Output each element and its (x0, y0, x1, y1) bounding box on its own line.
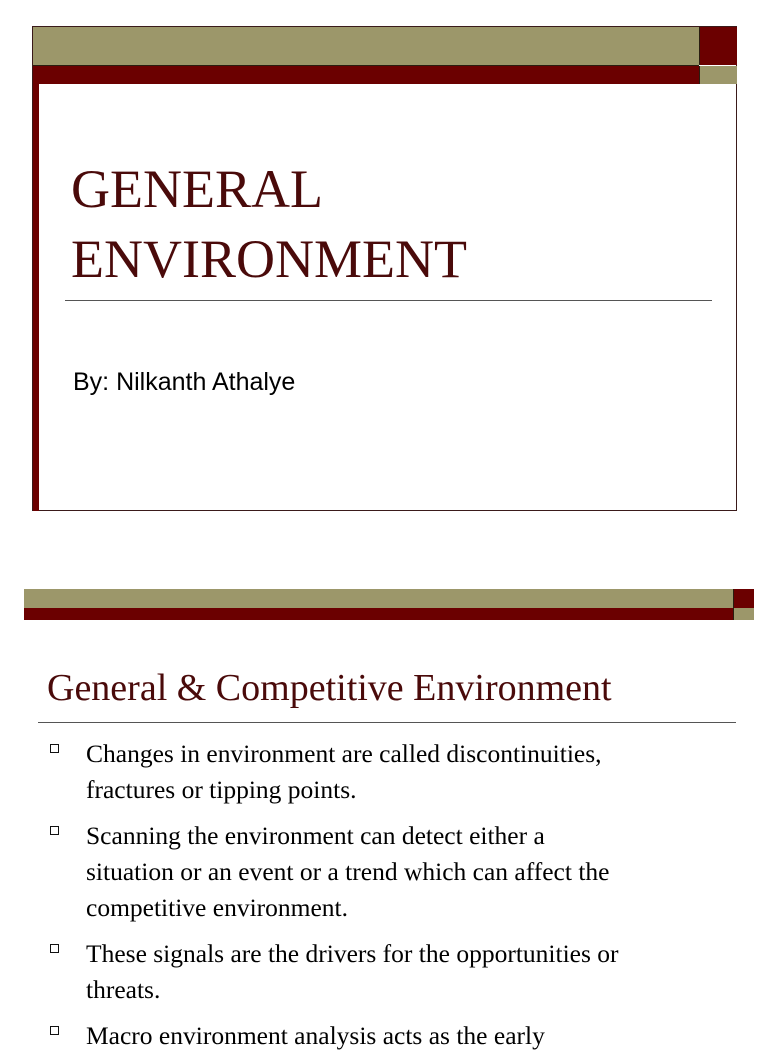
slide2-corner-square-olive (733, 608, 754, 620)
list-item (48, 936, 738, 1008)
list-item-line: fractures or tipping points. (86, 775, 357, 804)
list-item-text (86, 936, 738, 1008)
slide-title-line-2: ENVIRONMENT (71, 229, 467, 289)
left-accent-bar (33, 84, 39, 511)
list-item (48, 1018, 738, 1054)
bullet-list (48, 736, 738, 1064)
title-divider (65, 300, 712, 301)
list-item-line: competitive environment. (86, 893, 349, 922)
hollow-square-icon (50, 1026, 59, 1035)
hollow-square-icon (50, 944, 59, 953)
list-item-text (86, 736, 738, 808)
list-item-line: Changes in environment are called discontinuities, (86, 739, 602, 768)
list-item-line: These signals are the drivers for the opportunities or (86, 939, 619, 968)
list-item (48, 818, 738, 926)
title-slide (32, 26, 737, 511)
list-item (48, 736, 738, 808)
list-item-text (86, 818, 738, 926)
list-item-line: threats. (86, 975, 161, 1004)
slide-title (71, 154, 691, 294)
list-item-line: situation or an event or a trend which can affect the (86, 857, 610, 886)
header-band-olive (33, 27, 699, 66)
slide2-header-band-red (24, 608, 733, 620)
author-byline: By: Nilkanth Athalye (73, 368, 296, 396)
header-band-red (33, 66, 699, 84)
slide-title-line-1: GENERAL (71, 159, 323, 219)
hollow-square-icon (50, 826, 59, 835)
list-item-line: Macro environment analysis acts as the early (86, 1021, 545, 1050)
list-item-line: Scanning the environment can detect either a (86, 821, 545, 850)
slide2-header-band-olive (24, 589, 733, 609)
slide2-corner-square-red (733, 589, 754, 608)
slide2-title-divider (38, 722, 736, 723)
corner-square-olive (699, 66, 737, 84)
corner-square-red (699, 27, 737, 65)
slide2-title: General & Competitive Environment (47, 667, 612, 709)
list-item-text (86, 1018, 738, 1054)
hollow-square-icon (50, 744, 59, 753)
